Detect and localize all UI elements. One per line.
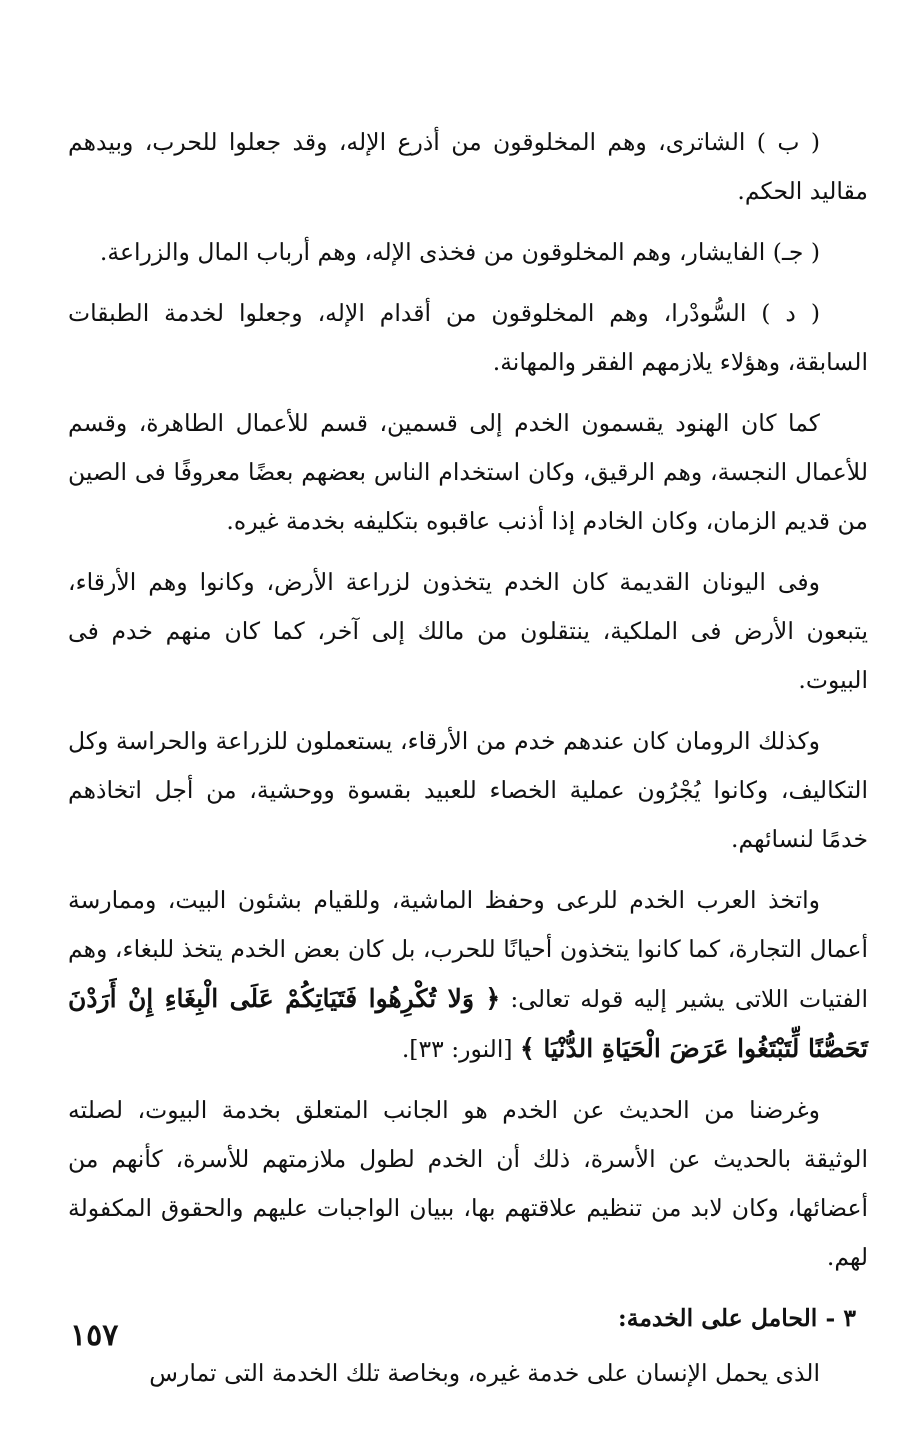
page-number: ١٥٧ (70, 1318, 119, 1353)
paragraph-purpose: وغرضنا من الحديث عن الخدم هو الجانب المتعلق بخدمة البيوت، لصلته الوثيقة بالحديث عن الأسرة، ذلك أن الخدم لطول ملازمتهم للأسرة، كأنهم من أعضائها، وكان لابد من تنظيم علاقتهم بها، ببيان الواجبات عليهم والحقوق المكفولة لهم. (68, 1096, 868, 1271)
paragraph-rome: وكذلك الرومان كان عندهم خدم من الأرقاء، يستعملون للزراعة والحراسة وكل التكاليف، وكانوا يُجْرُون عملية الخصاء للعبيد بقسوة ووحشية، من أجل اتخاذهم خدمًا لنسائهم. (68, 727, 868, 853)
section-heading: ٣ - الحامل على الخدمة: (618, 1304, 856, 1332)
paragraph-india-china: كما كان الهنود يقسمون الخدم إلى قسمين، قسم للأعمال الطاهرة، وقسم للأعمال النجسة، وهم الرقيق، وكان استخدام الناس بعضهم بعضًا معروفًا فى الصين من قديم الزمان، وكان الخادم إذا أذنب عاقبوه بتكليفه بخدمة غيره. (68, 409, 868, 535)
quran-verse: ﴿ وَلا تُكْرِهُوا فَتَيَاتِكُمْ عَلَى الْبِغَاءِ إِنْ أَرَدْنَ تَحَصُّنًا لِّتَبْتَغُوا عَرَضَ الْحَيَاةِ الدُّنْيَا ﴾ (68, 984, 868, 1063)
paragraph-arabs (68, 876, 868, 1074)
paragraph-greece: وفى اليونان القديمة كان الخدم يتخذون لزراعة الأرض، وكانوا وهم الأرقاء، يتبعون الأرض فى الملكية، ينتقلون من مالك إلى آخر، كما كان منهم خدم فى البيوت. (68, 568, 868, 694)
quran-reference: [النور: ٣٣]. (401, 1035, 521, 1063)
paragraph-vaishya: ( جـ) الفايشار، وهم المخلوقون من فخذى الإله، وهم أرباب المال والزراعة. (99, 238, 820, 266)
paragraph-arabs-text: واتخذ العرب الخدم للرعى وحفظ الماشية، وللقيام بشئون البيت، وممارسة أعمال التجارة، كما كانوا يتخذون أحيانًا للحرب، بل كان بعض الخدم يتخذ للبغاء، وهم الفتيات اللاتى يشير إليه قوله تعالى: (68, 886, 869, 1013)
paragraph-kshatriya: ( ب ) الشاترى، وهم المخلوقون من أذرع الإله، وقد جعلوا للحرب، وبيدهم مقاليد الحكم. (68, 128, 868, 205)
page-body (68, 118, 868, 1410)
paragraph-motive: الذى يحمل الإنسان على خدمة غيره، وبخاصة تلك الخدمة التى تمارس (149, 1359, 820, 1387)
paragraph-shudra: ( د ) السُّودْرا، وهم المخلوقون من أقدام الإله، وجعلوا لخدمة الطبقات السابقة، وهؤلاء يلازمهم الفقر والمهانة. (68, 299, 868, 376)
